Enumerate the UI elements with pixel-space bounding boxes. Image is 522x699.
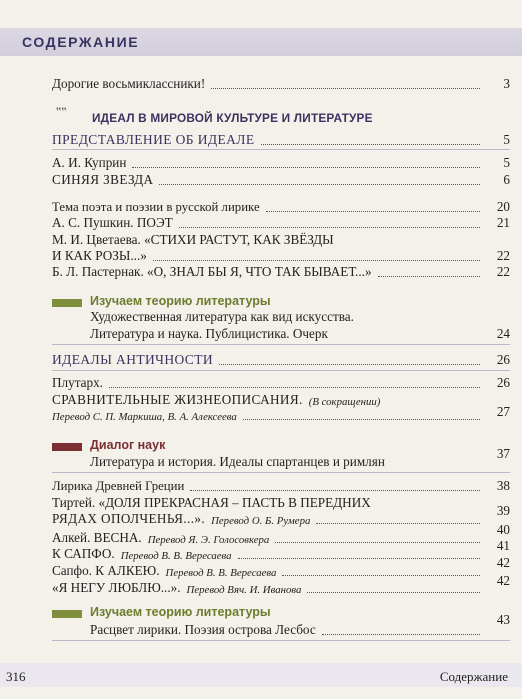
toc-entry-dialog[interactable]: Литература и история. Идеалы спартанцев и римлян (90, 454, 385, 469)
page-number: 37 (496, 446, 510, 461)
footer-page-number: 316 (6, 669, 26, 684)
toc-entry-theory1-line2[interactable]: Литература и наука. Публицистика. Очерк (90, 326, 328, 341)
page-number: 26 (496, 352, 510, 367)
toc-entry-alcaeus[interactable]: Алкей. ВЕСНА. Перевод Я. Э. Голосовкера (52, 530, 486, 546)
page-number: 40 (496, 522, 510, 537)
toc-entry-tyrtaeus-line2[interactable]: РЯДАХ ОПОЛЧЕНЬЯ...». Перевод О. Б. Румера (52, 511, 486, 527)
red-tag-icon (52, 443, 82, 451)
page-number: 38 (496, 478, 510, 493)
page-number: 39 (496, 503, 510, 518)
divider (52, 640, 510, 641)
page-number: 27 (496, 404, 510, 419)
divider (52, 344, 510, 345)
page-number: 6 (503, 172, 510, 187)
toc-entry-intro[interactable]: Дорогие восьмиклассники! (52, 76, 486, 92)
toc-entry-lyric-greece[interactable]: Лирика Древней Греции (52, 478, 486, 494)
toc-entry-tyrtaeus-line1[interactable]: Тиртей. «ДОЛЯ ПРЕКРАСНАЯ – ПАСТЬ В ПЕРЕДНИХ (52, 495, 371, 510)
toc-entry-pasternak[interactable]: Б. Л. Пастернак. «О, ЗНАЛ БЫ Я, ЧТО ТАК БЫВАЕТ...» (52, 264, 486, 280)
toc-subsection-ideal[interactable]: ПРЕДСТАВЛЕНИЕ ОБ ИДЕАЛЕ (52, 132, 486, 148)
toc-entry-tsvetaeva-line1[interactable]: М. И. Цветаева. «СТИХИ РАСТУТ, КАК ЗВЁЗДЫ (52, 232, 334, 247)
page-number: 22 (496, 264, 510, 279)
page-number: 5 (503, 155, 510, 170)
toc-entry-theory2[interactable]: Расцвет лирики. Поэзия острова Лесбос (90, 622, 486, 638)
dialog-box-title: Диалог наук (90, 438, 166, 452)
page-number: 26 (496, 375, 510, 390)
toc-entry-lives-translation[interactable]: Перевод С. П. Маркиша, В. А. Алексеева (52, 407, 486, 423)
page-number: 42 (496, 555, 510, 570)
section-title: ИДЕАЛ В МИРОВОЙ КУЛЬТУРЕ И ЛИТЕРАТУРЕ (92, 111, 373, 125)
decorative-quote-mark: ‟‟ (56, 104, 67, 118)
toc-entry-pushkin[interactable]: А. С. Пушкин. ПОЭТ (52, 215, 486, 231)
theory-box-title: Изучаем теорию литературы (90, 294, 271, 308)
green-tag-icon (52, 610, 82, 618)
page-number: 22 (496, 248, 510, 263)
theory-box-title: Изучаем теорию литературы (90, 605, 271, 619)
toc-entry-theory1-line1[interactable]: Художественная литература как вид искусства. (90, 309, 354, 324)
footer-title: Содержание (439, 669, 508, 684)
toc-entry-star[interactable]: СИНЯЯ ЗВЕЗДА (52, 172, 486, 188)
page-number: 42 (496, 573, 510, 588)
page-number: 41 (496, 538, 510, 553)
page-number: 43 (496, 612, 510, 627)
toc-subsection-antiquity[interactable]: ИДЕАЛЫ АНТИЧНОСТИ (52, 352, 486, 368)
page-header-title: СОДЕРЖАНИЕ (22, 34, 140, 50)
toc-entry-tender[interactable]: «Я НЕГУ ЛЮБЛЮ...». Перевод Вяч. И. Иванова (52, 580, 486, 596)
page-number: 3 (503, 76, 510, 91)
divider (52, 472, 510, 473)
divider (52, 370, 510, 371)
page-number: 21 (496, 215, 510, 230)
toc-entry-poet-theme[interactable]: Тема поэта и поэзии в русской лирике (52, 199, 486, 215)
toc-entry-kuprin[interactable]: А. И. Куприн (52, 155, 486, 171)
toc-entry-sappho[interactable]: Сапфо. К АЛКЕЮ. Перевод В. В. Вересаева (52, 563, 486, 579)
page-number: 5 (503, 132, 510, 147)
toc-entry-to-sappho[interactable]: К САПФО. Перевод В. В. Вересаева (52, 546, 486, 562)
page-number: 24 (496, 326, 510, 341)
toc-entry-plutarch[interactable]: Плутарх. (52, 375, 486, 391)
divider (52, 149, 510, 150)
page-number: 20 (496, 199, 510, 214)
toc-entry-tsvetaeva-line2[interactable]: И КАК РОЗЫ...» (52, 248, 486, 264)
green-tag-icon (52, 299, 82, 307)
toc-entry-lives[interactable]: СРАВНИТЕЛЬНЫЕ ЖИЗНЕОПИСАНИЯ. (В сокращении) (52, 392, 381, 408)
